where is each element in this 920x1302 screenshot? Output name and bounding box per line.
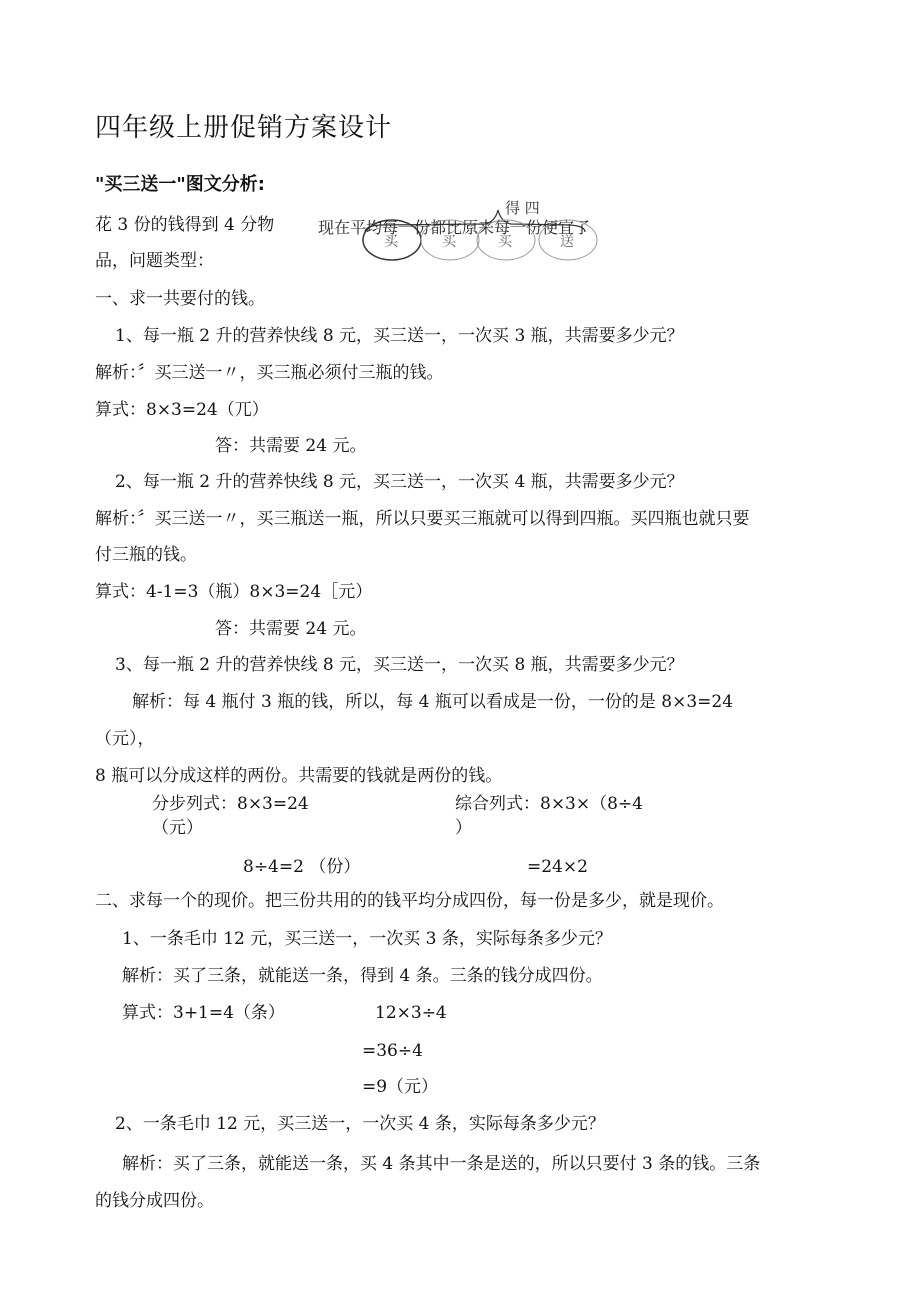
- s2-q2-analysis-line1: 解析：买了三条，就能送一条，买 4 条其中一条是送的，所以只要付 3 条的钱。三条: [122, 1154, 761, 1174]
- s1-q3-combined-formula-line1: 综合列式：8×3×（8÷4: [455, 794, 643, 814]
- s1-q3-step-formula-line3: 8÷4=2 （份）: [243, 857, 361, 877]
- s1-q3-combined-formula-line3: =24×2: [527, 857, 588, 877]
- s1-q1-question: 1、每一瓶 2 升的营养快线 8 元，买三送一，一次买 3 瓶，共需要多少元？: [115, 326, 684, 346]
- intro-text-line2: 品，问题类型：: [95, 251, 214, 271]
- s1-q3-combined-formula-line2: ）: [455, 818, 472, 838]
- s2-q1-formula-right2: =36÷4: [362, 1041, 423, 1061]
- diagram-bubble-label: 买: [442, 234, 456, 250]
- s2-q1-formula-right3: =9（元）: [362, 1077, 439, 1097]
- diagram-caption: 现在平均每一份都比原来每一份便宜了: [318, 218, 591, 237]
- diagram-bubble-label: 买: [498, 234, 512, 250]
- s2-q2-analysis-line2: 的钱分成四份。: [95, 1191, 214, 1211]
- buy-three-get-one-diagram: [310, 196, 640, 266]
- s2-q1-formula-right1: 12×3÷4: [375, 1003, 447, 1023]
- s1-q2-formula: 算式：4-1=3（瓶）8×3=24［元）: [95, 582, 373, 602]
- s1-q2-analysis-line1: 解析：〞买三送一〃，买三瓶送一瓶，所以只要买三瓶就可以得到四瓶。买四瓶也就只要: [95, 509, 750, 529]
- section2-heading: 二、求每一个的现价。把三份共用的的钱平均分成四份，每一份是多少，就是现价。: [95, 891, 724, 911]
- subtitle: "买三送一"图文分析:: [95, 174, 265, 195]
- s1-q3-analysis-line1: 解析：每 4 瓶付 3 瓶的钱，所以，每 4 瓶可以看成是一份，一份的是 8×3=24: [132, 692, 734, 712]
- s2-q1-formula-left: 算式：3+1=4（条）: [122, 1003, 285, 1023]
- diagram-bubble-label: 买: [384, 234, 398, 250]
- s1-q3-step-formula-line1: 分步列式：8×3=24: [152, 794, 309, 814]
- s1-q2-analysis-line2: 付三瓶的钱。: [95, 545, 197, 565]
- s2-q1-analysis: 解析：买了三条，就能送一条，得到 4 条。三条的钱分成四份。: [122, 966, 603, 986]
- page-title: 四年级上册促销方案设计: [95, 113, 393, 143]
- s1-q2-question: 2、每一瓶 2 升的营养快线 8 元，买三送一，一次买 4 瓶，共需要多少元？: [115, 472, 684, 492]
- intro-text-line1: 花 3 份的钱得到 4 分物: [95, 215, 275, 235]
- s2-q1-question: 1、一条毛巾 12 元，买三送一，一次买 3 条，实际每条多少元？: [122, 929, 612, 949]
- diagram-bubble-label: 送: [560, 234, 574, 250]
- section1-heading: 一、求一共要付的钱。: [95, 289, 265, 309]
- diagram-top-label: 得 四: [505, 199, 540, 217]
- s1-q3-step-formula-line2: （元）: [152, 818, 203, 838]
- s1-q3-question: 3、每一瓶 2 升的营养快线 8 元，买三送一，一次买 8 瓶，共需要多少元？: [115, 655, 684, 675]
- s1-q2-answer: 答：共需要 24 元。: [215, 619, 367, 639]
- s2-q2-question: 2、一条毛巾 12 元，买三送一，一次买 4 条，实际每条多少元？: [115, 1114, 605, 1134]
- s1-q1-answer: 答：共需要 24 元。: [215, 436, 367, 456]
- s1-q3-analysis-line2: （元），: [95, 729, 155, 749]
- s1-q1-analysis: 解析：〞买三送一〃，买三瓶必须付三瓶的钱。: [95, 363, 444, 383]
- s1-q1-formula: 算式：8×3=24（兀）: [95, 400, 269, 420]
- s1-q3-analysis-line3: 8 瓶可以分成这样的两份。共需要的钱就是两份的钱。: [95, 766, 503, 786]
